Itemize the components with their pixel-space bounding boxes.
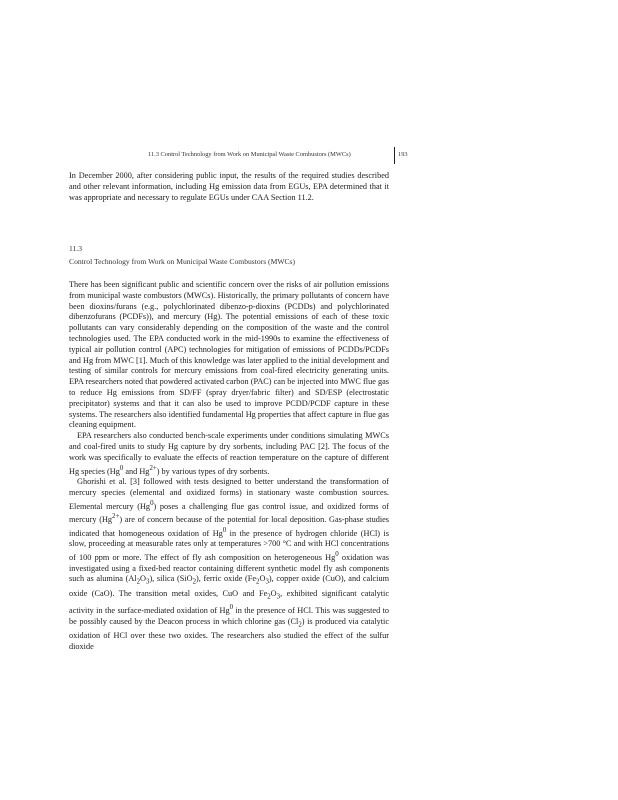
- running-head-rule: [394, 147, 395, 164]
- section-number: 11.3: [69, 244, 83, 253]
- intro-paragraph: In December 2000, after considering public input, the results of the required studies described and other relevant information, including Hg emission data from EGUs, EPA determined that it was appropriate and necessary to regulate EGUs under CAA Section 11.2.: [69, 171, 389, 202]
- body-paragraph-3: Ghorishi et al. [3] followed with tests designed to better understand the transformation of mercury species (elemental and oxidized forms) in stationary waste combustion sources. Elemental mercury (Hg$^0$) poses a challenging flue gas control issue, and oxidized forms of mercury $(Hg^{2+})$ are of concern because of the potential for local deposition. Gas-phase studies indicated that homogeneous oxidation of Hg$^0$ in the presence of hydrogen chloride (HCl) is slow, proceeding at measurable rates only at temperatures >700 °C and with HCl concentrations of 100 ppm or more. The effect of fly ash composition on heterogeneous Hg$^0$ oxidation was investigated using a fixed-bed reactor containing different synthetic model fly ash components such as alumina $(Al_2O_3)$, silica (SiO$_2$), ferric oxide $(Fe_2O_3)$, copper oxide (CuO), and calcium oxide (CaO). The transition metal oxides, CuO and $Fe_2O_3$, exhibited significant catalytic activity in the surface-mediated oxidation of Hg$^0$ in the presence of HCl. This was suggested to be possibly caused by the Deacon process in which chlorine gas $(Cl_2)$ is produced via catalytic oxidation of HCl over these two oxides. The researchers also studied the effect of the sulfur dioxide: [69, 477, 390, 652]
- running-head: [148, 151, 408, 158]
- body-paragraph-2: EPA researchers also conducted bench-scale experiments under conditions simulating MWCs and coal-fired units to study Hg capture by dry sorbents, including PAC [2]. The focus of the work was specifically to evaluate the effects of reaction temperature on the capture of different Hg species (Hg$^0$ and $Hg^{2+}$) by various types of dry sorbents.: [69, 431, 389, 476]
- section-title: Control Technology from Work on Municipal Waste Combustors (MWCs): [69, 257, 296, 266]
- running-head-title: 11.3 Control Technology from Work on Municipal Waste Combustors (MWCs): [148, 151, 351, 158]
- section-body: [69, 280, 389, 653]
- body-paragraph-1: There has been significant public and scientific concern over the risks of air pollution emissions from municipal waste combustors (MWCs). Historically, the primary pollutants of concern have been dioxins/furans (e.g., polychlorinated dibenzo-p-dioxins (PCDDs) and polychlorinated dibenzofurans (PCDFs)), and mercury (Hg). The potential emissions of each of these toxic pollutants can vary considerably depending on the composition of the waste and the control technologies used. The EPA conducted work in the mid-1990s to examine the effectiveness of typical air pollution control (APC) technologies for mitigation of emissions of PCDDs/PCDFs and Hg from MWC [1]. Much of this knowledge was later applied to the initial development and testing of similar controls for mercury emissions from coal-fired electricity generating units. EPA researchers noted that powdered activated carbon (PAC) can be injected into MWC flue gas to reduce Hg emissions from SD/FF (spray dryer/fabric filter) and SD/ESP (electrostatic precipitator) systems and that it can also be used to improve PCDD/PCDF capture in these systems. The researchers also identified fundamental Hg properties that affect capture in flue gas cleaning equipment.: [69, 280, 389, 430]
- intro-block: [69, 171, 389, 203]
- page-number: 193: [398, 151, 408, 158]
